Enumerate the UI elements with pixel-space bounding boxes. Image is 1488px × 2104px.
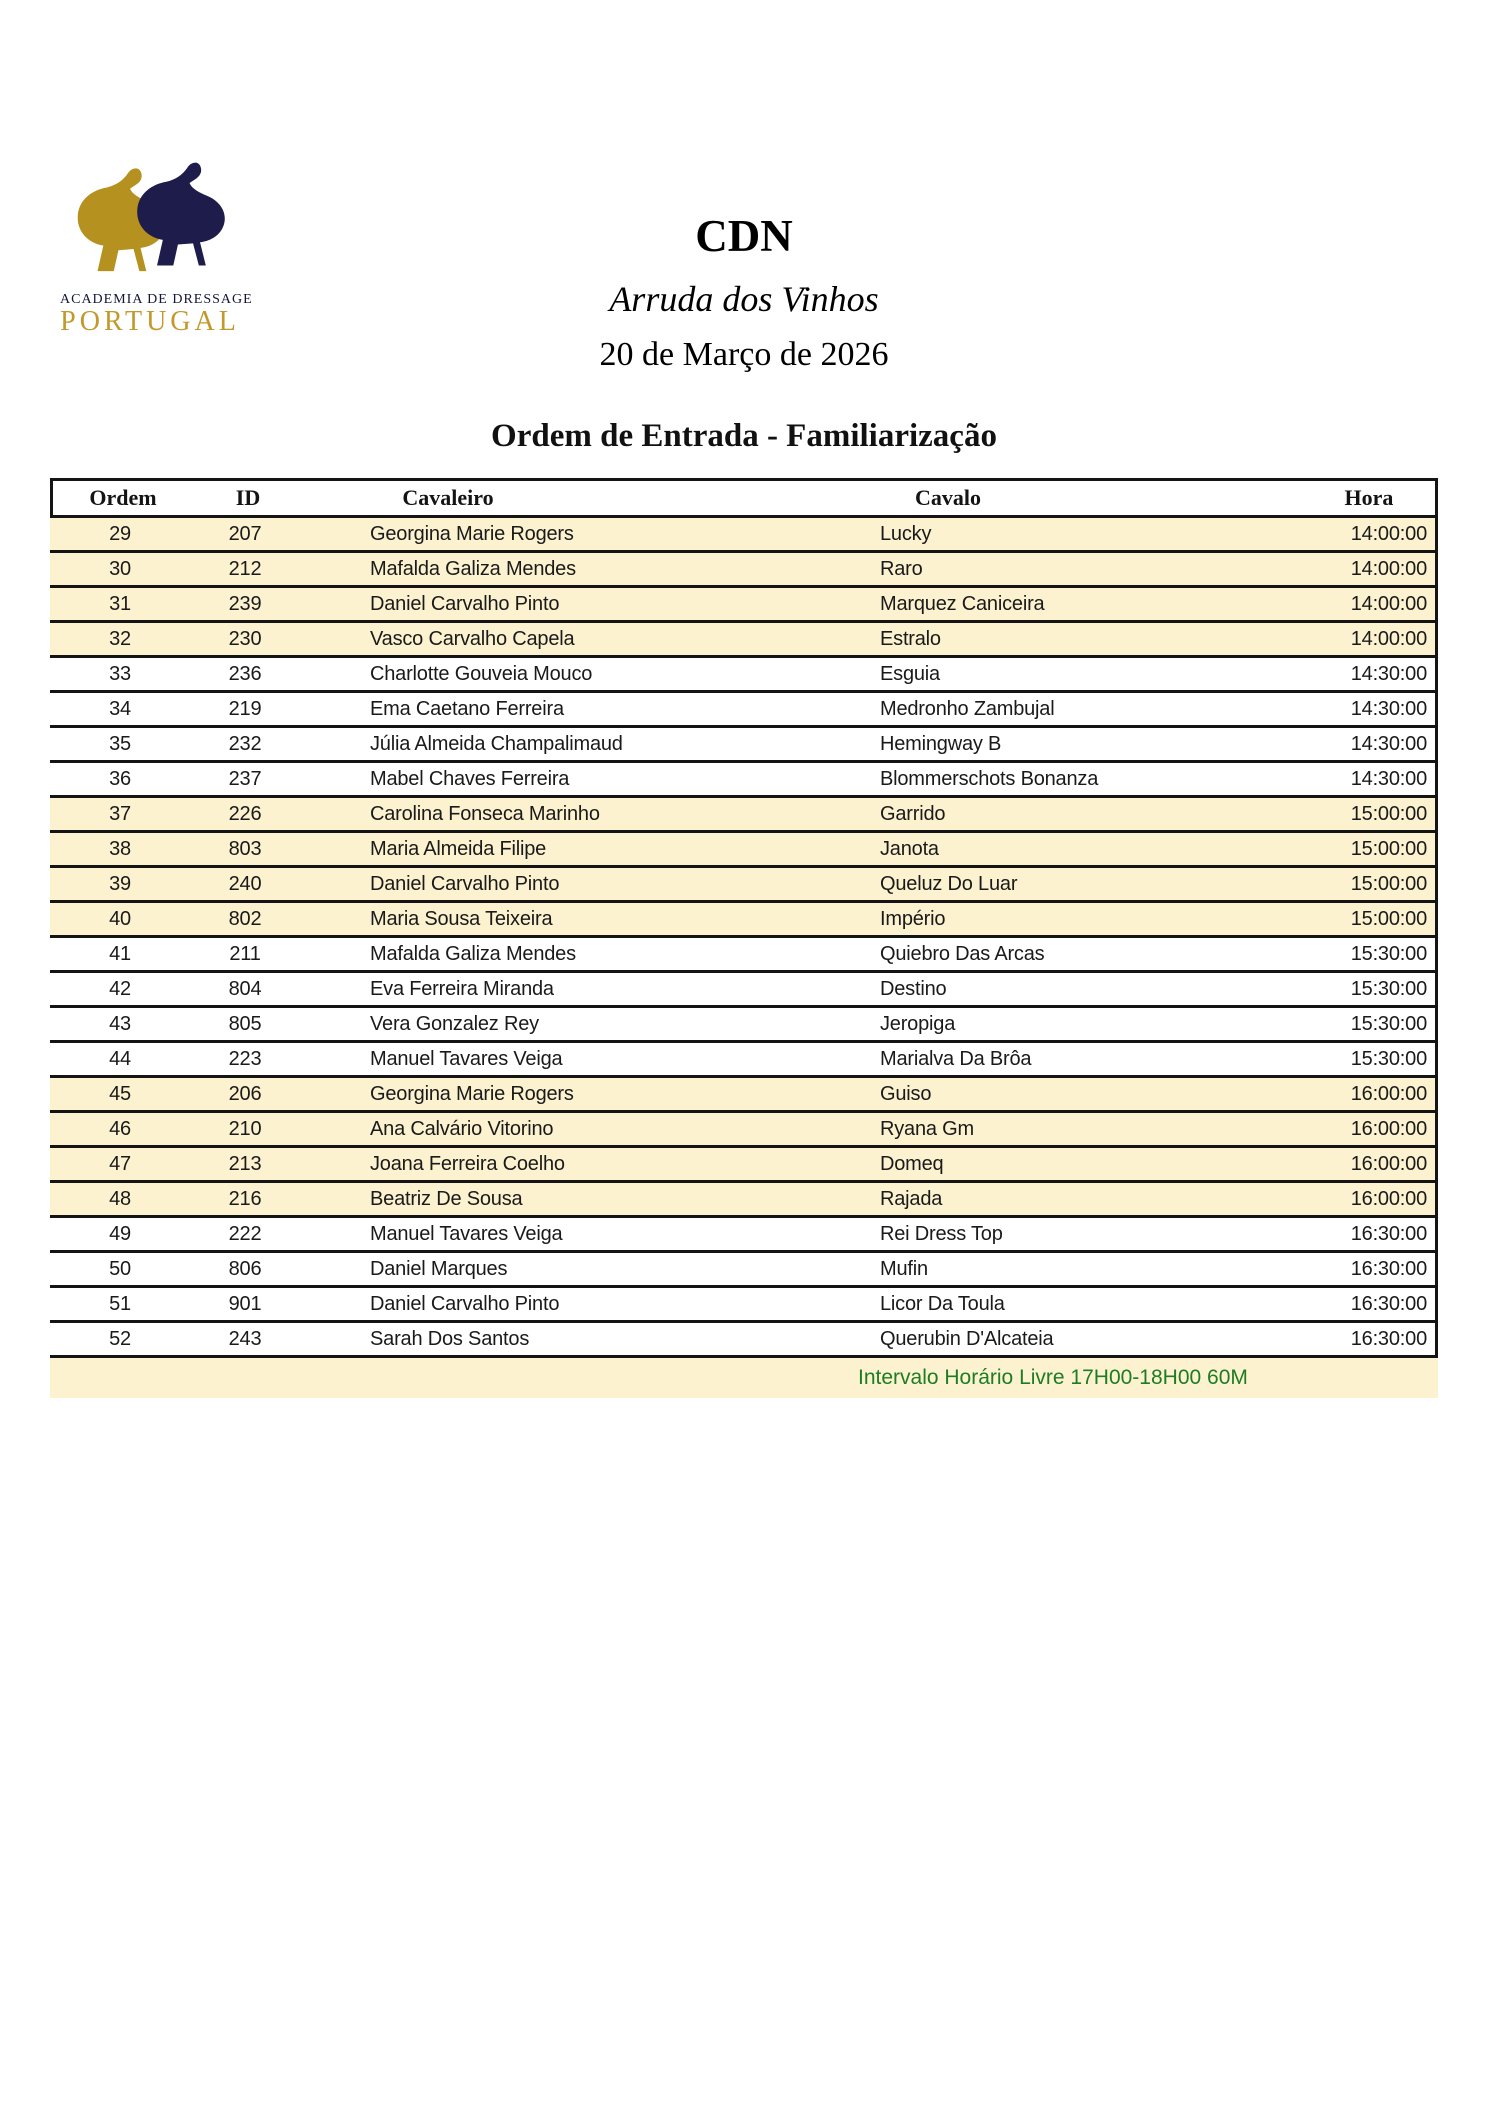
cell-cavalo: Licor Da Toula — [880, 1292, 1005, 1315]
table-row — [50, 1323, 1435, 1358]
cell-cavalo: Esguia — [880, 662, 940, 685]
cell-id: 236 — [228, 662, 262, 685]
table-body — [50, 518, 1438, 1358]
cell-id: 223 — [228, 1047, 262, 1070]
cell-id: 230 — [228, 627, 262, 650]
cell-hora: 15:00:00 — [1350, 907, 1427, 930]
cell-cavaleiro: Mafalda Galiza Mendes — [370, 557, 576, 580]
cell-ordem: 38 — [109, 837, 131, 860]
cell-ordem: 49 — [109, 1222, 131, 1245]
cell-hora: 16:00:00 — [1350, 1117, 1427, 1140]
table-row — [50, 868, 1435, 903]
table-row — [50, 1043, 1435, 1078]
cell-id: 213 — [228, 1152, 262, 1175]
cell-cavaleiro: Georgina Marie Rogers — [370, 1082, 574, 1105]
cell-hora: 16:30:00 — [1350, 1327, 1427, 1350]
table-row — [50, 623, 1435, 658]
cell-hora: 15:30:00 — [1350, 1012, 1427, 1035]
cell-cavalo: Mufin — [880, 1257, 928, 1280]
table-footer-row — [50, 1358, 1438, 1398]
logo-academy-text: ACADEMIA DE DRESSAGE — [60, 292, 253, 307]
cell-ordem: 51 — [109, 1292, 131, 1315]
cell-cavalo: Destino — [880, 977, 947, 1000]
cell-cavalo: Império — [880, 907, 946, 930]
table-row — [50, 1253, 1435, 1288]
cell-ordem: 39 — [109, 872, 131, 895]
cell-cavaleiro: Daniel Carvalho Pinto — [370, 872, 560, 895]
section-title: Ordem de Entrada - Familiarização — [491, 418, 997, 454]
cell-ordem: 34 — [109, 697, 131, 720]
cell-id: 240 — [228, 872, 262, 895]
cell-cavaleiro: Eva Ferreira Miranda — [370, 977, 554, 1000]
cell-hora: 15:30:00 — [1350, 977, 1427, 1000]
cell-cavaleiro: Beatriz De Sousa — [370, 1187, 523, 1210]
cell-ordem: 30 — [109, 557, 131, 580]
table-row — [50, 1078, 1435, 1113]
col-header-cavalo: Cavalo — [915, 485, 981, 510]
col-header-hora: Hora — [1344, 485, 1394, 510]
cell-cavalo: Queluz Do Luar — [880, 872, 1018, 895]
cell-cavaleiro: Vasco Carvalho Capela — [370, 627, 575, 650]
cell-hora: 15:00:00 — [1350, 802, 1427, 825]
cell-cavaleiro: Daniel Marques — [370, 1257, 508, 1280]
cell-cavalo: Quiebro Das Arcas — [880, 942, 1045, 965]
cell-ordem: 50 — [109, 1257, 131, 1280]
table-row — [50, 763, 1435, 798]
cell-hora: 15:00:00 — [1350, 872, 1427, 895]
cell-hora: 14:30:00 — [1350, 767, 1427, 790]
cell-id: 219 — [228, 697, 262, 720]
cell-cavaleiro: Daniel Carvalho Pinto — [370, 592, 560, 615]
cell-cavalo: Rei Dress Top — [880, 1222, 1003, 1245]
table-row — [50, 903, 1435, 938]
cell-cavaleiro: Carolina Fonseca Marinho — [370, 802, 600, 825]
cell-cavaleiro: Georgina Marie Rogers — [370, 522, 574, 545]
cell-cavalo: Ryana Gm — [880, 1117, 974, 1140]
cell-id: 206 — [228, 1082, 262, 1105]
cell-cavaleiro: Sarah Dos Santos — [370, 1327, 530, 1350]
cell-id: 207 — [228, 522, 262, 545]
start-order-table — [50, 478, 1438, 1398]
cell-hora: 14:00:00 — [1350, 592, 1427, 615]
cell-cavalo: Marialva Da Brôa — [880, 1047, 1032, 1070]
cell-cavalo: Hemingway B — [880, 732, 1002, 755]
cell-ordem: 45 — [109, 1082, 131, 1105]
cell-cavalo: Guiso — [880, 1082, 932, 1105]
cell-ordem: 35 — [109, 732, 131, 755]
cell-cavalo: Marquez Caniceira — [880, 592, 1045, 615]
cell-cavaleiro: Charlotte Gouveia Mouco — [370, 662, 593, 685]
cell-cavalo: Rajada — [880, 1187, 943, 1210]
cell-hora: 15:30:00 — [1350, 1047, 1427, 1070]
cell-id: 216 — [228, 1187, 262, 1210]
cell-ordem: 43 — [109, 1012, 131, 1035]
table-row — [50, 833, 1435, 868]
cell-cavaleiro: Manuel Tavares Veiga — [370, 1047, 563, 1070]
table-row — [50, 1183, 1435, 1218]
table-row — [50, 588, 1435, 623]
cell-hora: 14:30:00 — [1350, 697, 1427, 720]
cell-ordem: 40 — [109, 907, 131, 930]
cell-id: 243 — [228, 1327, 262, 1350]
cell-ordem: 33 — [109, 662, 131, 685]
table-row — [50, 938, 1435, 973]
cell-hora: 16:30:00 — [1350, 1222, 1427, 1245]
cell-id: 232 — [228, 732, 262, 755]
table-row — [50, 1008, 1435, 1043]
cell-cavalo: Jeropiga — [880, 1012, 956, 1035]
cell-hora: 16:00:00 — [1350, 1187, 1427, 1210]
event-location: Arruda dos Vinhos — [609, 279, 879, 319]
cell-hora: 14:00:00 — [1350, 557, 1427, 580]
cell-id: 901 — [228, 1292, 262, 1315]
cell-ordem: 44 — [109, 1047, 131, 1070]
cell-id: 210 — [228, 1117, 262, 1140]
cell-ordem: 42 — [109, 977, 131, 1000]
table-row — [50, 798, 1435, 833]
cell-hora: 16:00:00 — [1350, 1082, 1427, 1105]
cell-cavaleiro: Ema Caetano Ferreira — [370, 697, 564, 720]
cell-hora: 15:00:00 — [1350, 837, 1427, 860]
cell-id: 239 — [228, 592, 262, 615]
table-row — [50, 1218, 1435, 1253]
cell-id: 805 — [228, 1012, 262, 1035]
table-row — [50, 658, 1435, 693]
cell-cavalo: Domeq — [880, 1152, 944, 1175]
table-row — [50, 1288, 1435, 1323]
table-row — [50, 1113, 1435, 1148]
cell-id: 222 — [228, 1222, 262, 1245]
cell-cavaleiro: Mafalda Galiza Mendes — [370, 942, 576, 965]
cell-ordem: 37 — [109, 802, 131, 825]
cell-cavalo: Janota — [880, 837, 939, 860]
cell-cavaleiro: Júlia Almeida Champalimaud — [370, 732, 623, 755]
cell-cavaleiro: Maria Sousa Teixeira — [370, 907, 553, 930]
cell-cavaleiro: Joana Ferreira Coelho — [370, 1152, 565, 1175]
cell-hora: 14:30:00 — [1350, 732, 1427, 755]
cell-hora: 16:30:00 — [1350, 1257, 1427, 1280]
cell-hora: 16:00:00 — [1350, 1152, 1427, 1175]
table-header-row — [50, 478, 1438, 518]
table-row — [50, 553, 1435, 588]
cell-ordem: 41 — [109, 942, 131, 965]
table-row — [50, 518, 1435, 553]
free-interval-note: Intervalo Horário Livre 17H00-18H00 60M — [858, 1366, 1248, 1389]
event-title: CDN — [695, 211, 793, 261]
cell-cavaleiro: Maria Almeida Filipe — [370, 837, 547, 860]
cell-ordem: 36 — [109, 767, 131, 790]
cell-hora: 15:30:00 — [1350, 942, 1427, 965]
cell-id: 803 — [228, 837, 262, 860]
cell-id: 804 — [228, 977, 262, 1000]
cell-id: 802 — [228, 907, 262, 930]
logo-portugal-text: PORTUGAL — [60, 306, 240, 337]
cell-ordem: 31 — [109, 592, 131, 615]
cell-id: 212 — [228, 557, 262, 580]
event-date: 20 de Março de 2026 — [599, 336, 889, 373]
cell-ordem: 29 — [109, 522, 131, 545]
col-header-id: ID — [235, 485, 261, 510]
cell-cavalo: Raro — [880, 557, 923, 580]
table-row — [50, 693, 1435, 728]
cell-id: 211 — [229, 942, 261, 965]
cell-cavalo: Querubin D'Alcateia — [880, 1327, 1054, 1350]
col-header-ordem: Ordem — [89, 485, 157, 510]
table-row — [50, 728, 1435, 763]
cell-cavaleiro: Mabel Chaves Ferreira — [370, 767, 570, 790]
cell-cavaleiro: Manuel Tavares Veiga — [370, 1222, 563, 1245]
cell-hora: 14:30:00 — [1350, 662, 1427, 685]
cell-hora: 16:30:00 — [1350, 1292, 1427, 1315]
cell-cavaleiro: Daniel Carvalho Pinto — [370, 1292, 560, 1315]
cell-ordem: 46 — [109, 1117, 131, 1140]
col-header-cavaleiro: Cavaleiro — [402, 485, 494, 510]
cell-cavalo: Blommerschots Bonanza — [880, 767, 1099, 790]
cell-cavaleiro: Ana Calvário Vitorino — [370, 1117, 554, 1140]
cell-ordem: 48 — [109, 1187, 131, 1210]
cell-id: 806 — [228, 1257, 262, 1280]
cell-cavaleiro: Vera Gonzalez Rey — [370, 1012, 539, 1035]
cell-cavalo: Medronho Zambujal — [880, 697, 1055, 720]
cell-ordem: 32 — [109, 627, 131, 650]
cell-ordem: 47 — [109, 1152, 131, 1175]
cell-id: 226 — [228, 802, 262, 825]
cell-cavalo: Garrido — [880, 802, 946, 825]
cell-hora: 14:00:00 — [1350, 627, 1427, 650]
cell-cavalo: Lucky — [880, 522, 932, 545]
cell-cavalo: Estralo — [880, 627, 941, 650]
cell-id: 237 — [228, 767, 262, 790]
table-row — [50, 973, 1435, 1008]
cell-hora: 14:00:00 — [1350, 522, 1427, 545]
table-row — [50, 1148, 1435, 1183]
cell-ordem: 52 — [109, 1327, 131, 1350]
